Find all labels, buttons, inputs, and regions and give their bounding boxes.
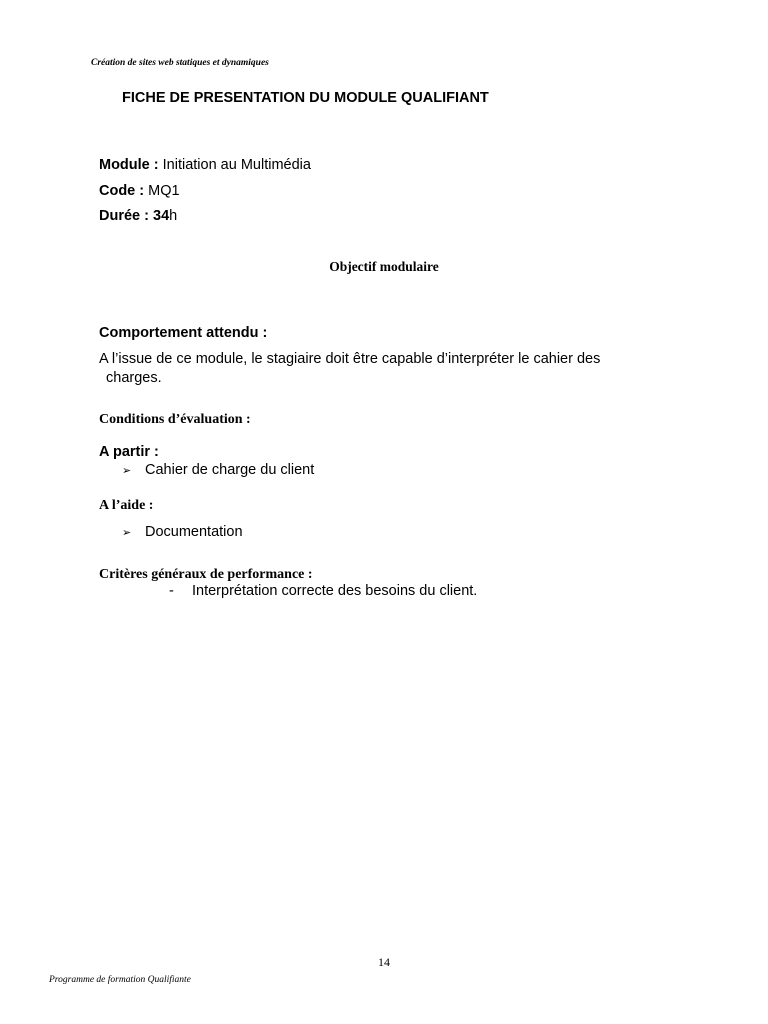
list-item bbox=[169, 583, 477, 599]
dash-bullet: - bbox=[169, 583, 174, 599]
list-item-text: Documentation bbox=[145, 524, 243, 540]
comportement-text bbox=[99, 350, 600, 388]
running-footer: Programme de formation Qualifiante bbox=[49, 975, 191, 985]
duree-value: 34 bbox=[153, 208, 170, 224]
list-item bbox=[122, 462, 314, 478]
a-partir-heading: A partir : bbox=[99, 444, 159, 460]
list-item-text: Cahier de charge du client bbox=[145, 462, 315, 478]
duree-field bbox=[99, 208, 177, 224]
conditions-heading: Conditions d’évaluation : bbox=[99, 412, 251, 427]
code-value: MQ1 bbox=[148, 183, 180, 199]
list-item-text: Interprétation correcte des besoins du client. bbox=[192, 583, 478, 599]
comportement-line-1: A l’issue de ce module, le stagiaire doit être capable d’interpréter le cahier des bbox=[99, 351, 601, 367]
list-item bbox=[122, 524, 243, 540]
document-title: FICHE DE PRESENTATION DU MODULE QUALIFIANT bbox=[122, 90, 489, 106]
running-header: Création de sites web statiques et dynamiques bbox=[91, 58, 269, 68]
duree-unit: h bbox=[169, 208, 178, 224]
criteres-heading: Critères généraux de performance : bbox=[99, 567, 313, 582]
objectif-heading: Objectif modulaire bbox=[329, 259, 439, 274]
arrow-bullet-icon: ➢ bbox=[122, 464, 132, 477]
page-number: 14 bbox=[378, 955, 390, 969]
a-laide-heading: A l’aide : bbox=[99, 498, 154, 513]
module-value: Initiation au Multimédia bbox=[162, 157, 311, 173]
comportement-line-2: charges. bbox=[106, 370, 162, 386]
arrow-bullet-icon: ➢ bbox=[122, 526, 132, 539]
code-label: Code : bbox=[99, 183, 145, 199]
duree-label: Durée : bbox=[99, 208, 149, 224]
module-label: Module : bbox=[99, 157, 159, 173]
module-field bbox=[99, 157, 311, 173]
code-field bbox=[99, 183, 180, 199]
comportement-heading: Comportement attendu : bbox=[99, 325, 268, 341]
